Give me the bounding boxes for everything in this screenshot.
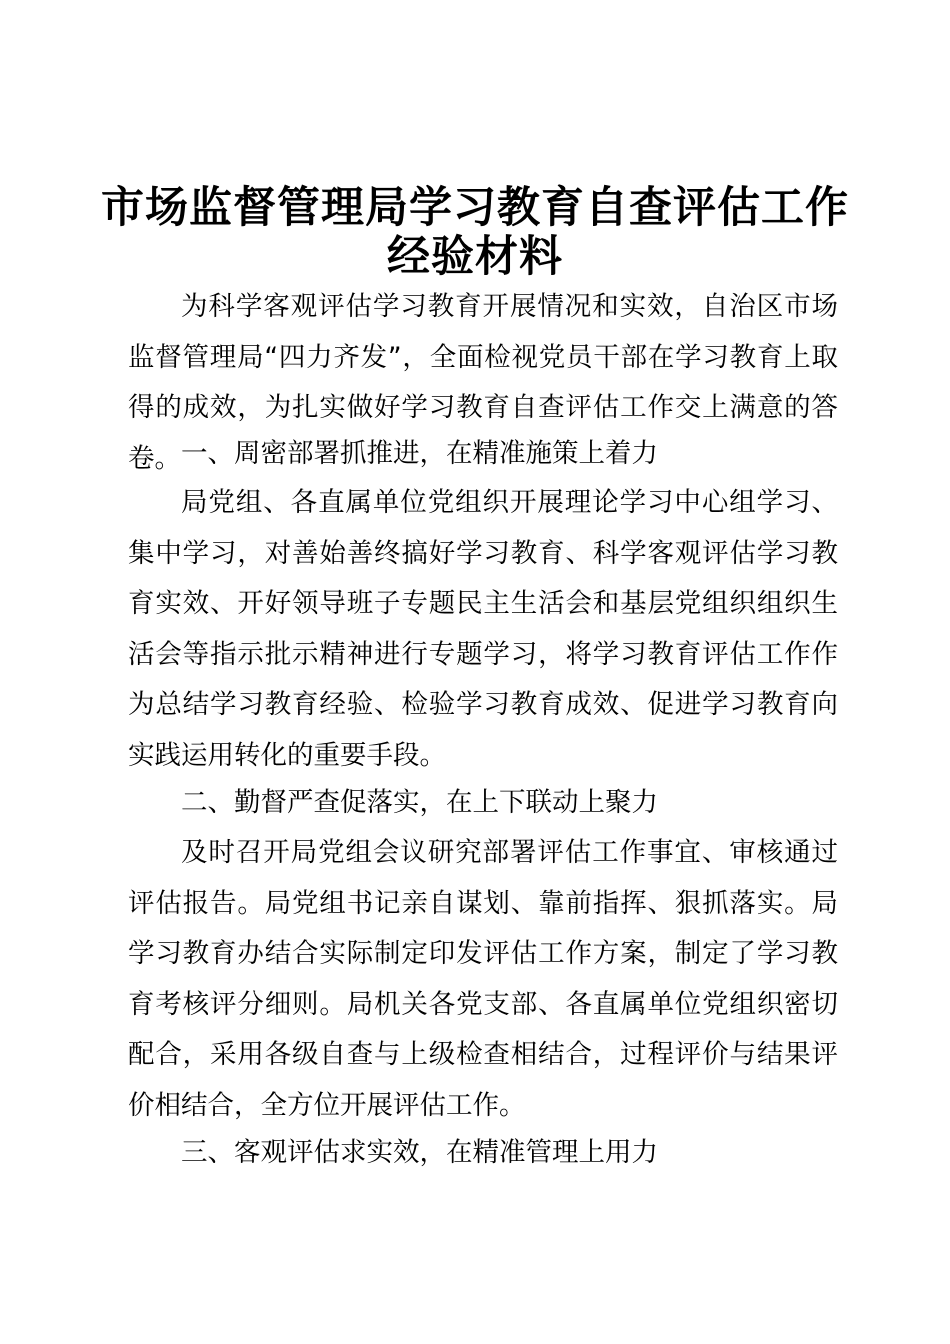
section-body-1: 局党组、各直属单位党组织开展理论学习中心组学习、集中学习，对善始善终搞好学习教育、科学客观评估学习教育实效、开好领导班子专题民主生活会和基层党组织组织生活会等指示批示精神进行专题学习，将学习教育评估工作作为总结学习教育经验、检验学习教育成效、促进学习教育向实践运用转化的重要手段。: [128, 487, 838, 771]
document-title-line-1: 市场监督管理局学习教育自查评估工作: [101, 183, 849, 233]
document-title-line-2: 经验材料: [387, 232, 563, 282]
section-heading-3: 三、客观评估求实效，在精准管理上用力: [181, 1137, 658, 1168]
section-body-2: 及时召开局党组会议研究部署评估工作事宜、审核通过评估报告。局党组书记亲自谋划、靠前指挥、狠抓落实。局学习教育办结合实际制定印发评估工作方案，制定了学习教育考核评分细则。局机关各党支部、各直属单位党组织密切配合，采用各级自查与上级检查相结合，过程评价与结果评价相结合，全方位开展评估工作。: [128, 837, 838, 1121]
intro-paragraph: 为科学客观评估学习教育开展情况和实效，自治区市场监督管理局“四力齐发”，全面检视党员干部在学习教育上取得的成效，为扎实做好学习教育自查评估工作交上满意的答卷。: [128, 291, 838, 474]
section-heading-1: 一、周密部署抓推进，在精准施策上着力: [181, 438, 658, 469]
section-heading-2: 二、勤督严查促落实，在上下联动上聚力: [181, 787, 658, 818]
